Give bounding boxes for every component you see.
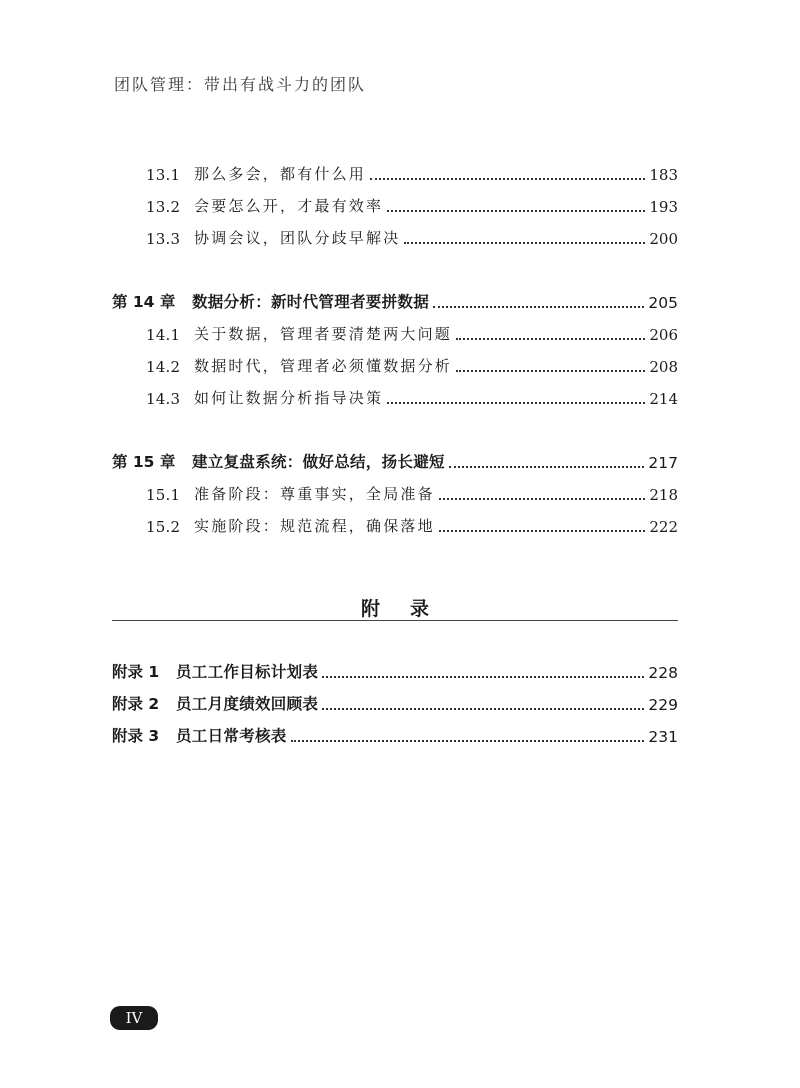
dot-leader bbox=[449, 466, 645, 468]
dot-leader bbox=[456, 370, 645, 372]
section-title: 关于数据，管理者要清楚两大问题 bbox=[194, 325, 453, 343]
section-title: 数据时代，管理者必须懂数据分析 bbox=[194, 357, 453, 375]
toc-appendix-1[interactable] bbox=[112, 658, 678, 682]
toc-entry-15-1[interactable] bbox=[112, 480, 678, 504]
running-header: 团队管理：带出有战斗力的团队 bbox=[114, 75, 367, 94]
dot-leader bbox=[322, 676, 644, 678]
appendix-title: 员工日常考核表 bbox=[176, 727, 287, 745]
chapter-number: 第 14 章 bbox=[112, 293, 176, 311]
section-number: 14.1 bbox=[146, 326, 181, 344]
dot-leader bbox=[439, 530, 646, 532]
appendix-heading: 附录 bbox=[360, 598, 459, 620]
section-number: 13.3 bbox=[146, 230, 181, 248]
toc-entry-14-1[interactable] bbox=[112, 320, 678, 344]
section-number: 13.1 bbox=[146, 166, 181, 184]
section-number: 15.1 bbox=[146, 486, 181, 504]
toc-chapter-15[interactable] bbox=[112, 448, 678, 472]
section-title: 会要怎么开，才最有效率 bbox=[194, 197, 384, 215]
toc-appendix-2[interactable] bbox=[112, 690, 678, 714]
page-number: 228 bbox=[648, 664, 678, 682]
toc-entry-15-2[interactable] bbox=[112, 512, 678, 536]
toc-appendix-3[interactable] bbox=[112, 722, 678, 746]
section-title: 如何让数据分析指导决策 bbox=[194, 389, 384, 407]
chapter-number: 第 15 章 bbox=[112, 453, 176, 471]
page-number: 205 bbox=[648, 294, 678, 312]
appendix-number: 附录 2 bbox=[112, 695, 160, 713]
section-number: 14.2 bbox=[146, 358, 181, 376]
dot-leader bbox=[322, 708, 644, 710]
page-number: 214 bbox=[649, 390, 678, 408]
appendix-divider bbox=[112, 620, 678, 621]
section-title: 实施阶段：规范流程，确保落地 bbox=[194, 517, 435, 535]
appendix-number: 附录 1 bbox=[112, 663, 160, 681]
dot-leader bbox=[291, 740, 645, 742]
section-number: 15.2 bbox=[146, 518, 181, 536]
page-number: 183 bbox=[649, 166, 678, 184]
appendix-title: 员工月度绩效回顾表 bbox=[176, 695, 319, 713]
dot-leader bbox=[433, 306, 644, 308]
page-number: 231 bbox=[648, 728, 678, 746]
dot-leader bbox=[404, 242, 645, 244]
chapter-title: 数据分析：新时代管理者要拼数据 bbox=[192, 293, 430, 311]
dot-leader bbox=[439, 498, 646, 500]
page-number: 217 bbox=[648, 454, 678, 472]
page-number: 222 bbox=[649, 518, 678, 536]
toc-entry-14-3[interactable] bbox=[112, 384, 678, 408]
toc-entry-13-2[interactable] bbox=[112, 192, 678, 216]
section-number: 13.2 bbox=[146, 198, 181, 216]
toc-entry-14-2[interactable] bbox=[112, 352, 678, 376]
toc-entry-13-1[interactable] bbox=[112, 160, 678, 184]
dot-leader bbox=[370, 178, 645, 180]
toc-chapter-14[interactable] bbox=[112, 288, 678, 312]
toc-entry-13-3[interactable] bbox=[112, 224, 678, 248]
page-number: 206 bbox=[649, 326, 678, 344]
page-number: 218 bbox=[649, 486, 678, 504]
dot-leader bbox=[456, 338, 645, 340]
appendix-number: 附录 3 bbox=[112, 727, 160, 745]
section-title: 准备阶段：尊重事实，全局准备 bbox=[194, 485, 435, 503]
section-title: 协调会议，团队分歧早解决 bbox=[194, 229, 401, 247]
chapter-title: 建立复盘系统：做好总结，扬长避短 bbox=[192, 453, 445, 471]
page-folio-badge: IV bbox=[110, 1006, 158, 1030]
section-title: 那么多会，都有什么用 bbox=[194, 165, 367, 183]
section-number: 14.3 bbox=[146, 390, 181, 408]
page-number: 208 bbox=[649, 358, 678, 376]
dot-leader bbox=[387, 402, 645, 404]
appendix-title: 员工工作目标计划表 bbox=[176, 663, 319, 681]
dot-leader bbox=[387, 210, 645, 212]
page-number: 200 bbox=[649, 230, 678, 248]
page-number: 229 bbox=[648, 696, 678, 714]
page-number: 193 bbox=[649, 198, 678, 216]
